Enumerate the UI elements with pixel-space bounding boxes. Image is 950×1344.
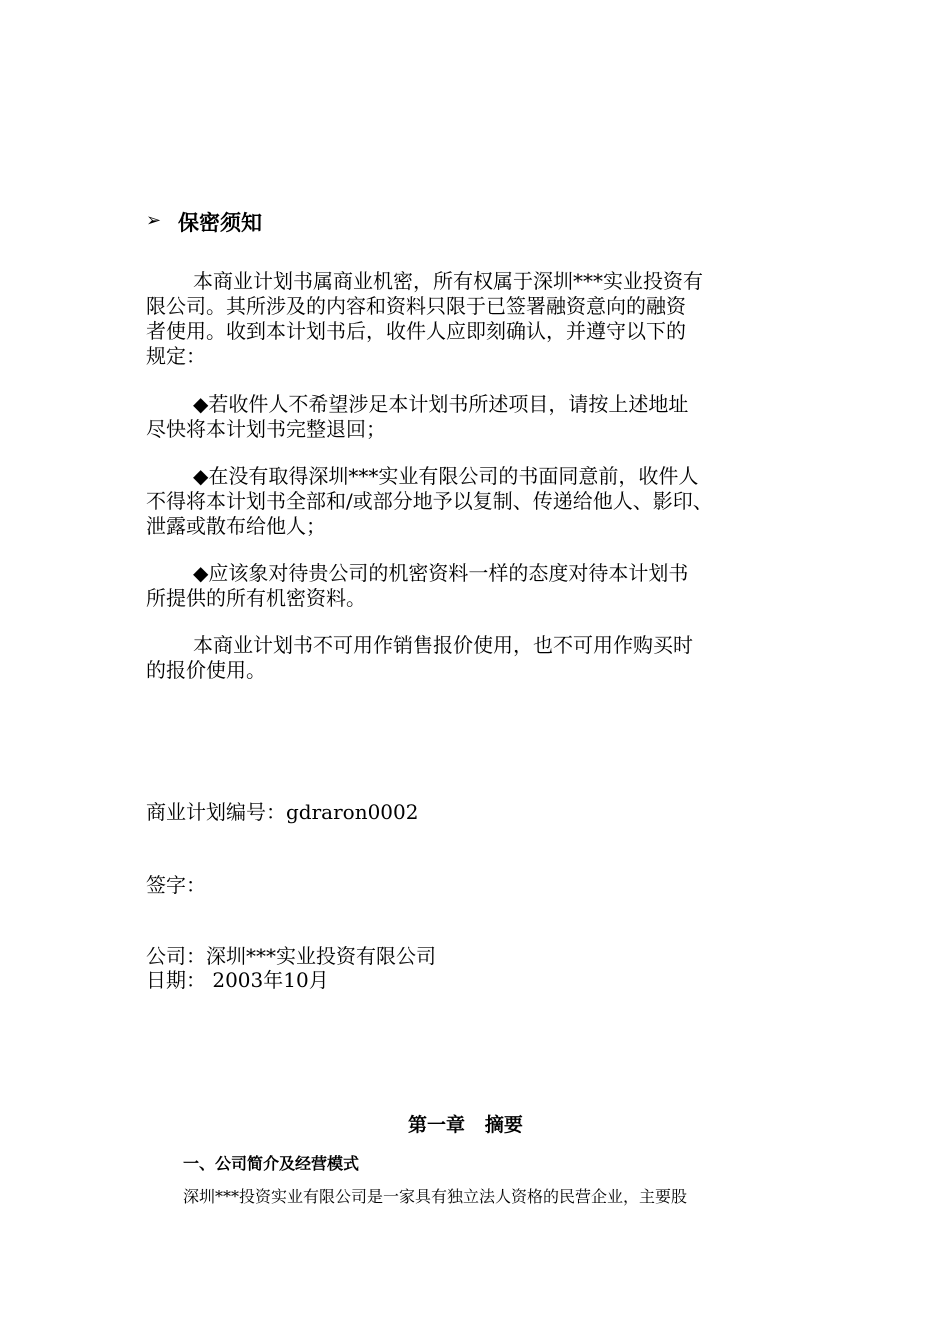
- plan-number: 商业计划编号：gdraron0002: [146, 800, 419, 824]
- rule2-line-1: ◆在没有取得深圳***实业有限公司的书面同意前，收件人: [193, 464, 699, 488]
- rule2-line-3: 泄露或散布给他人；: [146, 514, 326, 538]
- rule2-line-2: 不得将本计划书全部和/或部分地予以复制、传递给他人、影印、: [146, 489, 713, 513]
- chapter-title: 第一章 摘要: [408, 1114, 523, 1136]
- intro-line-3: 者使用。收到本计划书后，收件人应即刻确认，并遵守以下的: [146, 319, 686, 343]
- intro-line-1: 本商业计划书属商业机密，所有权属于深圳***实业投资有: [193, 269, 703, 293]
- closing-line-1: 本商业计划书不可用作销售报价使用，也不可用作购买时: [193, 633, 693, 657]
- confidentiality-title: 保密须知: [178, 211, 262, 235]
- signature-label: 签字：: [146, 873, 206, 897]
- rule1-line-2: 尽快将本计划书完整退回；: [146, 417, 386, 441]
- rule3-line-1: ◆应该象对待贵公司的机密资料一样的态度对待本计划书: [193, 561, 689, 585]
- closing-line-2: 的报价使用。: [146, 658, 266, 682]
- arrow-bullet-icon: ➢: [146, 210, 162, 231]
- company-line: 公司：深圳***实业投资有限公司: [146, 944, 436, 968]
- date-line: 日期： 2003年10月: [146, 968, 329, 992]
- intro-line-4: 规定：: [146, 344, 206, 368]
- section-first-line: 深圳***投资实业有限公司是一家具有独立法人资格的民营企业，主要股: [183, 1187, 688, 1206]
- intro-line-2: 限公司。其所涉及的内容和资料只限于已签署融资意向的融资: [146, 294, 686, 318]
- rule1-line-1: ◆若收件人不希望涉足本计划书所述项目，请按上述地址: [193, 392, 689, 416]
- rule3-line-2: 所提供的所有机密资料。: [146, 586, 366, 610]
- section-title: 一、公司简介及经营模式: [183, 1154, 360, 1173]
